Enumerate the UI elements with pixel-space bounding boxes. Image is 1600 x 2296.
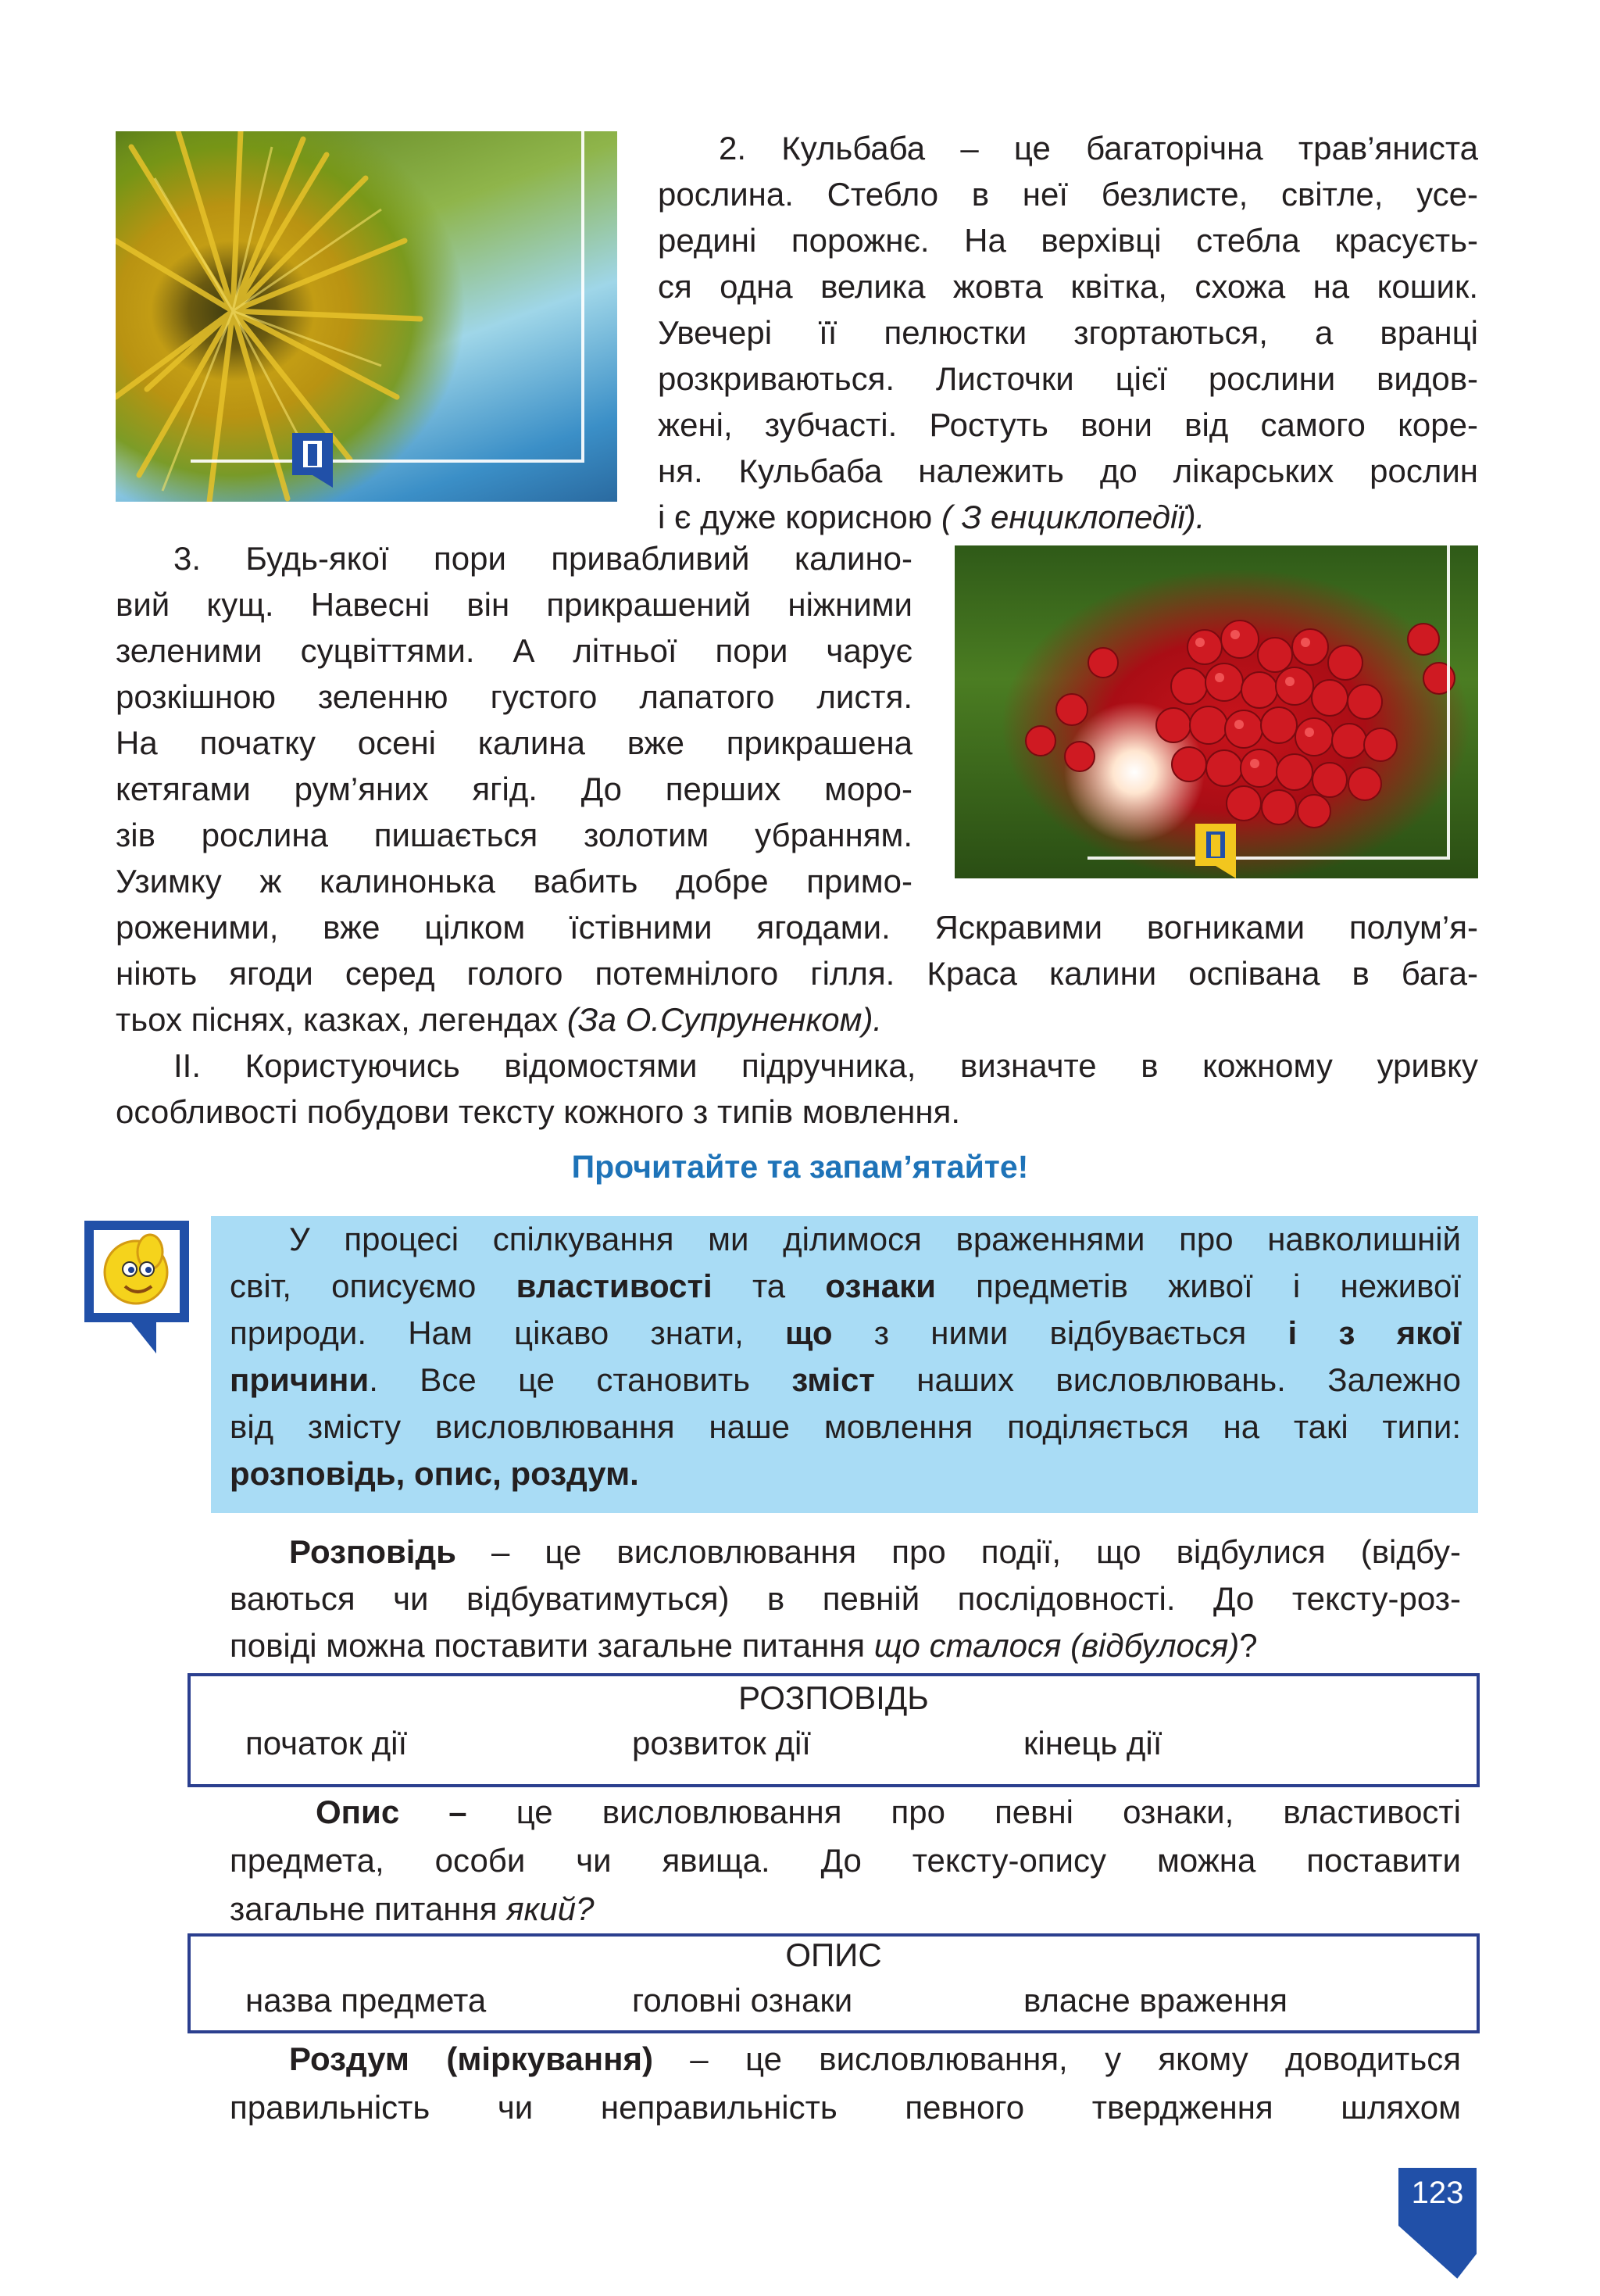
- keyword: і з якої: [1288, 1314, 1462, 1351]
- source-citation: (За О.Супруненком).: [566, 1001, 883, 1038]
- scheme-title: ОПИС: [785, 1937, 882, 1973]
- term: Опис –: [316, 1794, 467, 1830]
- scheme-item: початок дії: [245, 1725, 408, 1761]
- text: світ, описуємо: [230, 1268, 516, 1304]
- viburnum-photo: [955, 545, 1478, 878]
- keyword: властивості: [516, 1268, 712, 1304]
- text-line: [230, 1885, 1461, 1933]
- term: Роздум (міркування): [289, 2040, 653, 2077]
- text-line: роженими, вже цілком їстівними ягодами. Яскравими вогниками полум’я-: [116, 909, 1478, 946]
- text: і є дуже корисною: [658, 499, 941, 535]
- section-heading: Прочитайте та запам’ятайте!: [571, 1149, 1029, 1185]
- keyword: зміст: [791, 1361, 875, 1398]
- text-line: На початку осені калина вже прикрашена: [116, 724, 912, 761]
- dandelion-photo: [116, 131, 617, 502]
- text-line: жені, зубчасті. Ростуть вони від самого коре-: [658, 406, 1478, 443]
- keyword: що: [785, 1314, 833, 1351]
- keyword: причини: [230, 1361, 370, 1398]
- source-citation: ( З енциклопедії).: [941, 499, 1205, 535]
- rule-text: [230, 1216, 1461, 1497]
- term: Розповідь: [289, 1533, 456, 1570]
- text-line: редині порожнє. На верхівці стебла красуєть-: [658, 222, 1478, 259]
- question: який?: [506, 1890, 595, 1927]
- text-line: [658, 494, 1478, 540]
- text-line: II. Користуючись відомостями підручника, визначте в кожному уривку: [173, 1047, 1478, 1084]
- text-line: [230, 1310, 1461, 1357]
- text: тьох піснях, казках, легендах: [116, 1001, 567, 1038]
- rozpovid-definition: [230, 1529, 1461, 1669]
- keyword: розповідь, опис, роздум.: [230, 1455, 639, 1492]
- text: наших висловлювань. Залежно: [874, 1361, 1461, 1398]
- text-line: ся одна велика жовта квітка, схожа на кошик.: [658, 268, 1478, 305]
- text-line: [230, 1529, 1461, 1575]
- text: предметів живої і неживої: [935, 1268, 1462, 1304]
- text-line: вий кущ. Навесні він прикрашений ніжними: [116, 586, 912, 623]
- text: з ними відбувається: [832, 1314, 1288, 1351]
- task-two: [116, 1042, 1478, 1135]
- text-line: 3. Будь-якої пори привабливий калино-: [173, 540, 912, 577]
- text-line: від змісту висловлювання наше мовлення поділяється на такі типи:: [230, 1408, 1461, 1445]
- text-line: особливості побудови тексту кожного з типів мовлення.: [116, 1093, 960, 1130]
- ukraine-badge-icon: [292, 433, 333, 488]
- text-line: правильність чи неправильність певного твердження шляхом: [230, 2089, 1461, 2126]
- scheme-item: власне враження: [1023, 1982, 1288, 2019]
- text-line: [230, 1622, 1461, 1669]
- scheme-rozpovid: [188, 1673, 1480, 1787]
- paragraph-viburnum-full: [116, 904, 1478, 1042]
- text-line: Увечері її пелюстки згортаються, а вранці: [658, 314, 1478, 351]
- text: – це висловлювання, у якому доводиться: [652, 2040, 1462, 2077]
- text-line: 2. Кульбаба – це багаторічна трав’яниста: [719, 130, 1478, 166]
- scheme-item: кінець дії: [1023, 1725, 1162, 1761]
- text-line: розкішною зеленню густого лапатого листя.: [116, 678, 912, 715]
- text-line: ніють ягоди серед голого потемнілого гілля. Краса калини оспівана в бага-: [116, 955, 1478, 992]
- page-number-tab: [1398, 2168, 1477, 2296]
- scheme-title: РОЗПОВІДЬ: [738, 1679, 929, 1716]
- text-line: [230, 2035, 1461, 2083]
- text-line: У процесі спілкування ми ділимося враженнями про навколишній: [289, 1221, 1461, 1257]
- opys-definition: [230, 1788, 1461, 1933]
- remember-icon: [84, 1221, 189, 1354]
- text: – це висловлювання про події, що відбулися (відбу-: [455, 1533, 1461, 1570]
- paragraph-dandelion: [658, 125, 1478, 540]
- text-line: [230, 1263, 1461, 1310]
- paragraph-viburnum-short: [116, 535, 912, 904]
- text-line: розкриваються. Листочки цієї рослини видов-: [658, 360, 1478, 397]
- text-line: кетягами рум’яних ягід. До перших моро-: [116, 771, 912, 807]
- scheme-item: головні ознаки: [632, 1982, 853, 2019]
- text: це висловлювання про певні ознаки, властивості: [466, 1794, 1462, 1830]
- text-line: [230, 1357, 1461, 1404]
- text: ?: [1239, 1627, 1258, 1664]
- text-line: [230, 1450, 1461, 1497]
- text: загальне питання: [230, 1890, 507, 1927]
- ukraine-badge-icon: [1195, 824, 1236, 878]
- scheme-item: розвиток дії: [632, 1725, 811, 1761]
- text-line: Узимку ж калинонька вабить добре примо-: [116, 863, 912, 899]
- text: природи. Нам цікаво знати,: [230, 1314, 786, 1351]
- text-line: [116, 996, 1478, 1042]
- scheme-opys: [188, 1933, 1480, 2033]
- keyword: ознаки: [825, 1268, 936, 1304]
- scheme-item: назва предмета: [245, 1982, 487, 2019]
- text: повіді можна поставити загальне питання: [230, 1627, 874, 1664]
- text: . Все це становить: [369, 1361, 792, 1398]
- rozdum-definition: [230, 2035, 1461, 2132]
- text-line: ваються чи відбуватимуться) в певній послідовності. До тексту-роз-: [230, 1580, 1461, 1617]
- page-number: 123: [1411, 2176, 1464, 2210]
- text-line: ня. Кульбаба належить до лікарських рослин: [658, 452, 1478, 489]
- question: що сталося (відбулося): [873, 1627, 1240, 1664]
- text-line: зеленими суцвіттями. А літньої пори чарує: [116, 632, 912, 669]
- text: та: [712, 1268, 826, 1304]
- text-line: рослина. Стебло в неї безлисте, світле, усе-: [658, 176, 1478, 213]
- text-line: зів рослина пишається золотим убранням.: [116, 817, 912, 853]
- text-line: [230, 1788, 1461, 1836]
- text-line: предмета, особи чи явища. До тексту-опису можна поставити: [230, 1842, 1461, 1879]
